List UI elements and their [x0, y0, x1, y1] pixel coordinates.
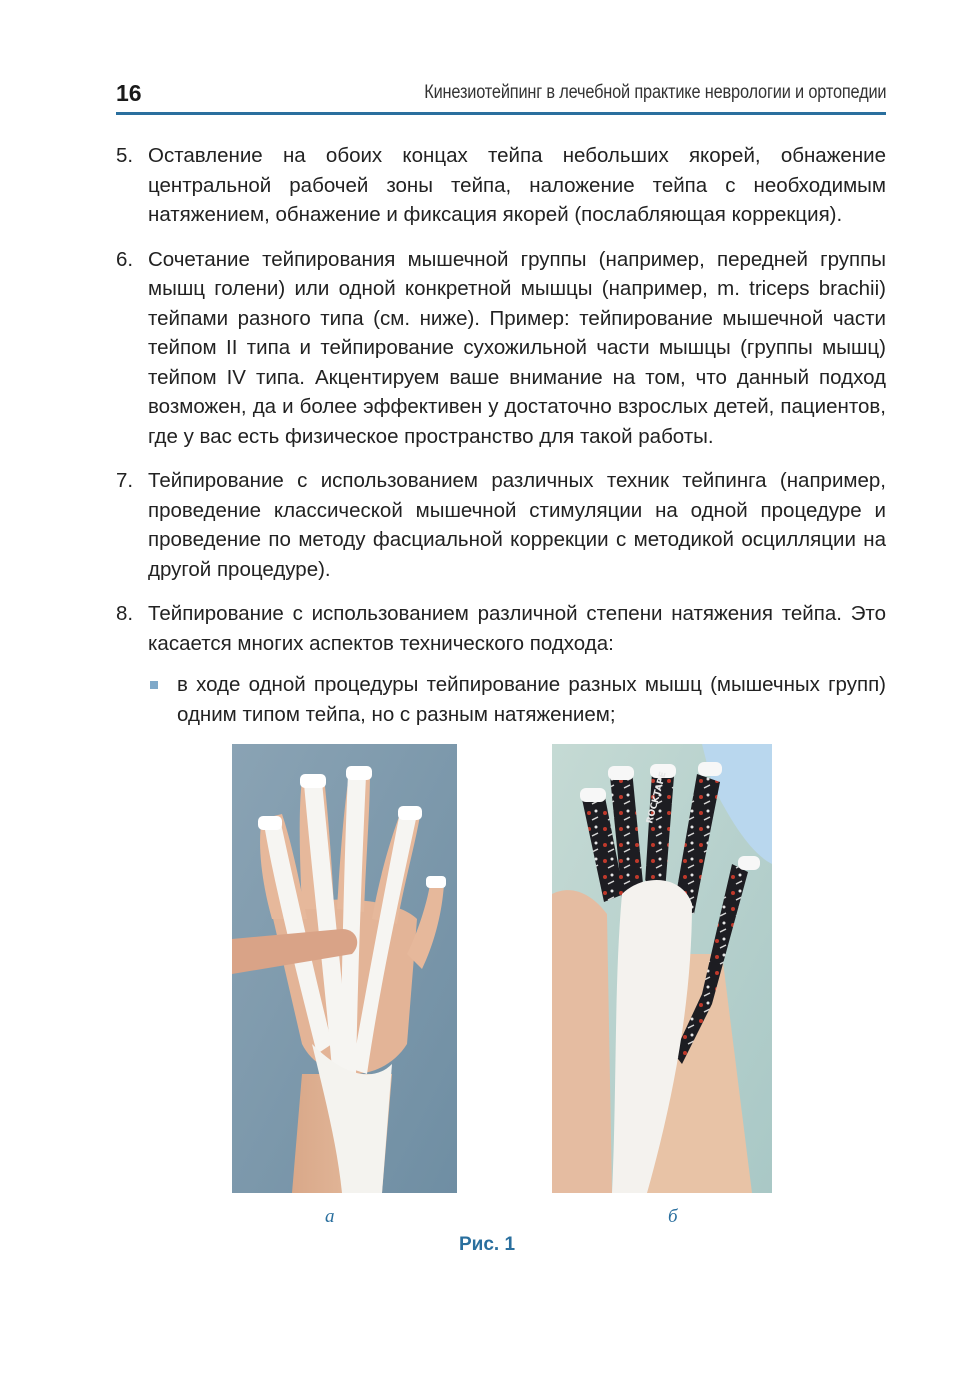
bullet-item [116, 670, 886, 729]
list-item [116, 141, 886, 230]
page-number: 16 [116, 80, 142, 106]
tape-print-text: ROCKTAPE [645, 770, 669, 825]
figure-label-b: б [668, 1206, 678, 1227]
figure-caption: Рис. 1 [458, 1234, 516, 1255]
running-title: Кинезиотейпинг в лечебной практике неврологии и ортопедии [423, 82, 886, 103]
taped-hand-illustration-a [232, 744, 457, 1193]
figure-label-a: а [325, 1206, 335, 1227]
bullet-square-icon [150, 681, 158, 689]
bullet-text: в ходе одной процедуры тейпирование разных мышц (мышечных групп) одним типом тейпа, но с разным натяжением; [177, 673, 886, 726]
list-item-number: 5. [116, 144, 134, 167]
list-item-text: Оставление на обоих концах тейпа небольших якорей, обнажение центральной рабочей зоны тейпа, наложение тейпа с необходимым натяжением, обнажение и фиксация якорей (послабляющая коррекция). [148, 144, 886, 226]
list-item-number: 6. [116, 247, 134, 271]
page-header [116, 78, 886, 114]
figure-photo-a [232, 744, 457, 1193]
list-item-number: 8. [116, 602, 134, 625]
list-item-number: 7. [116, 469, 134, 492]
taped-hand-illustration-b [552, 744, 772, 1193]
list-item-text: Тейпирование с использованием различной степени натяжения тейпа. Это касается многих аспектов технического подхода: [148, 602, 886, 655]
list-item [116, 245, 886, 452]
list-item-text: Тейпирование с использованием различных техник тейпинга (например, проведение классической мышечной стимуляции на одной процедуре и проведение по методу фасциальной коррекции с методикой осцилляции на другой процедуре). [148, 469, 886, 581]
list-item [116, 466, 886, 584]
figure-photo-b [552, 744, 772, 1193]
list-item [116, 599, 886, 729]
numbered-list [116, 141, 886, 744]
header-rule [116, 112, 886, 115]
list-item-text: Сочетание тейпирования мышечной группы (например, передней группы мышц голени) или одной конкретной мышцы (например, m. triceps brachii) тейпами разного типа (см. ниже). Пример: тейпирование мышечной части тейпом II типа и тейпирование сухожильной части мышцы (группы мышц) тейпом IV типа. Акцентируем ваше внимание на том, что данный подход возможен, да и более эффективен у достаточно взрослых детей, пациентов, где у вас есть физическое пространство для такой работы. [148, 247, 886, 448]
